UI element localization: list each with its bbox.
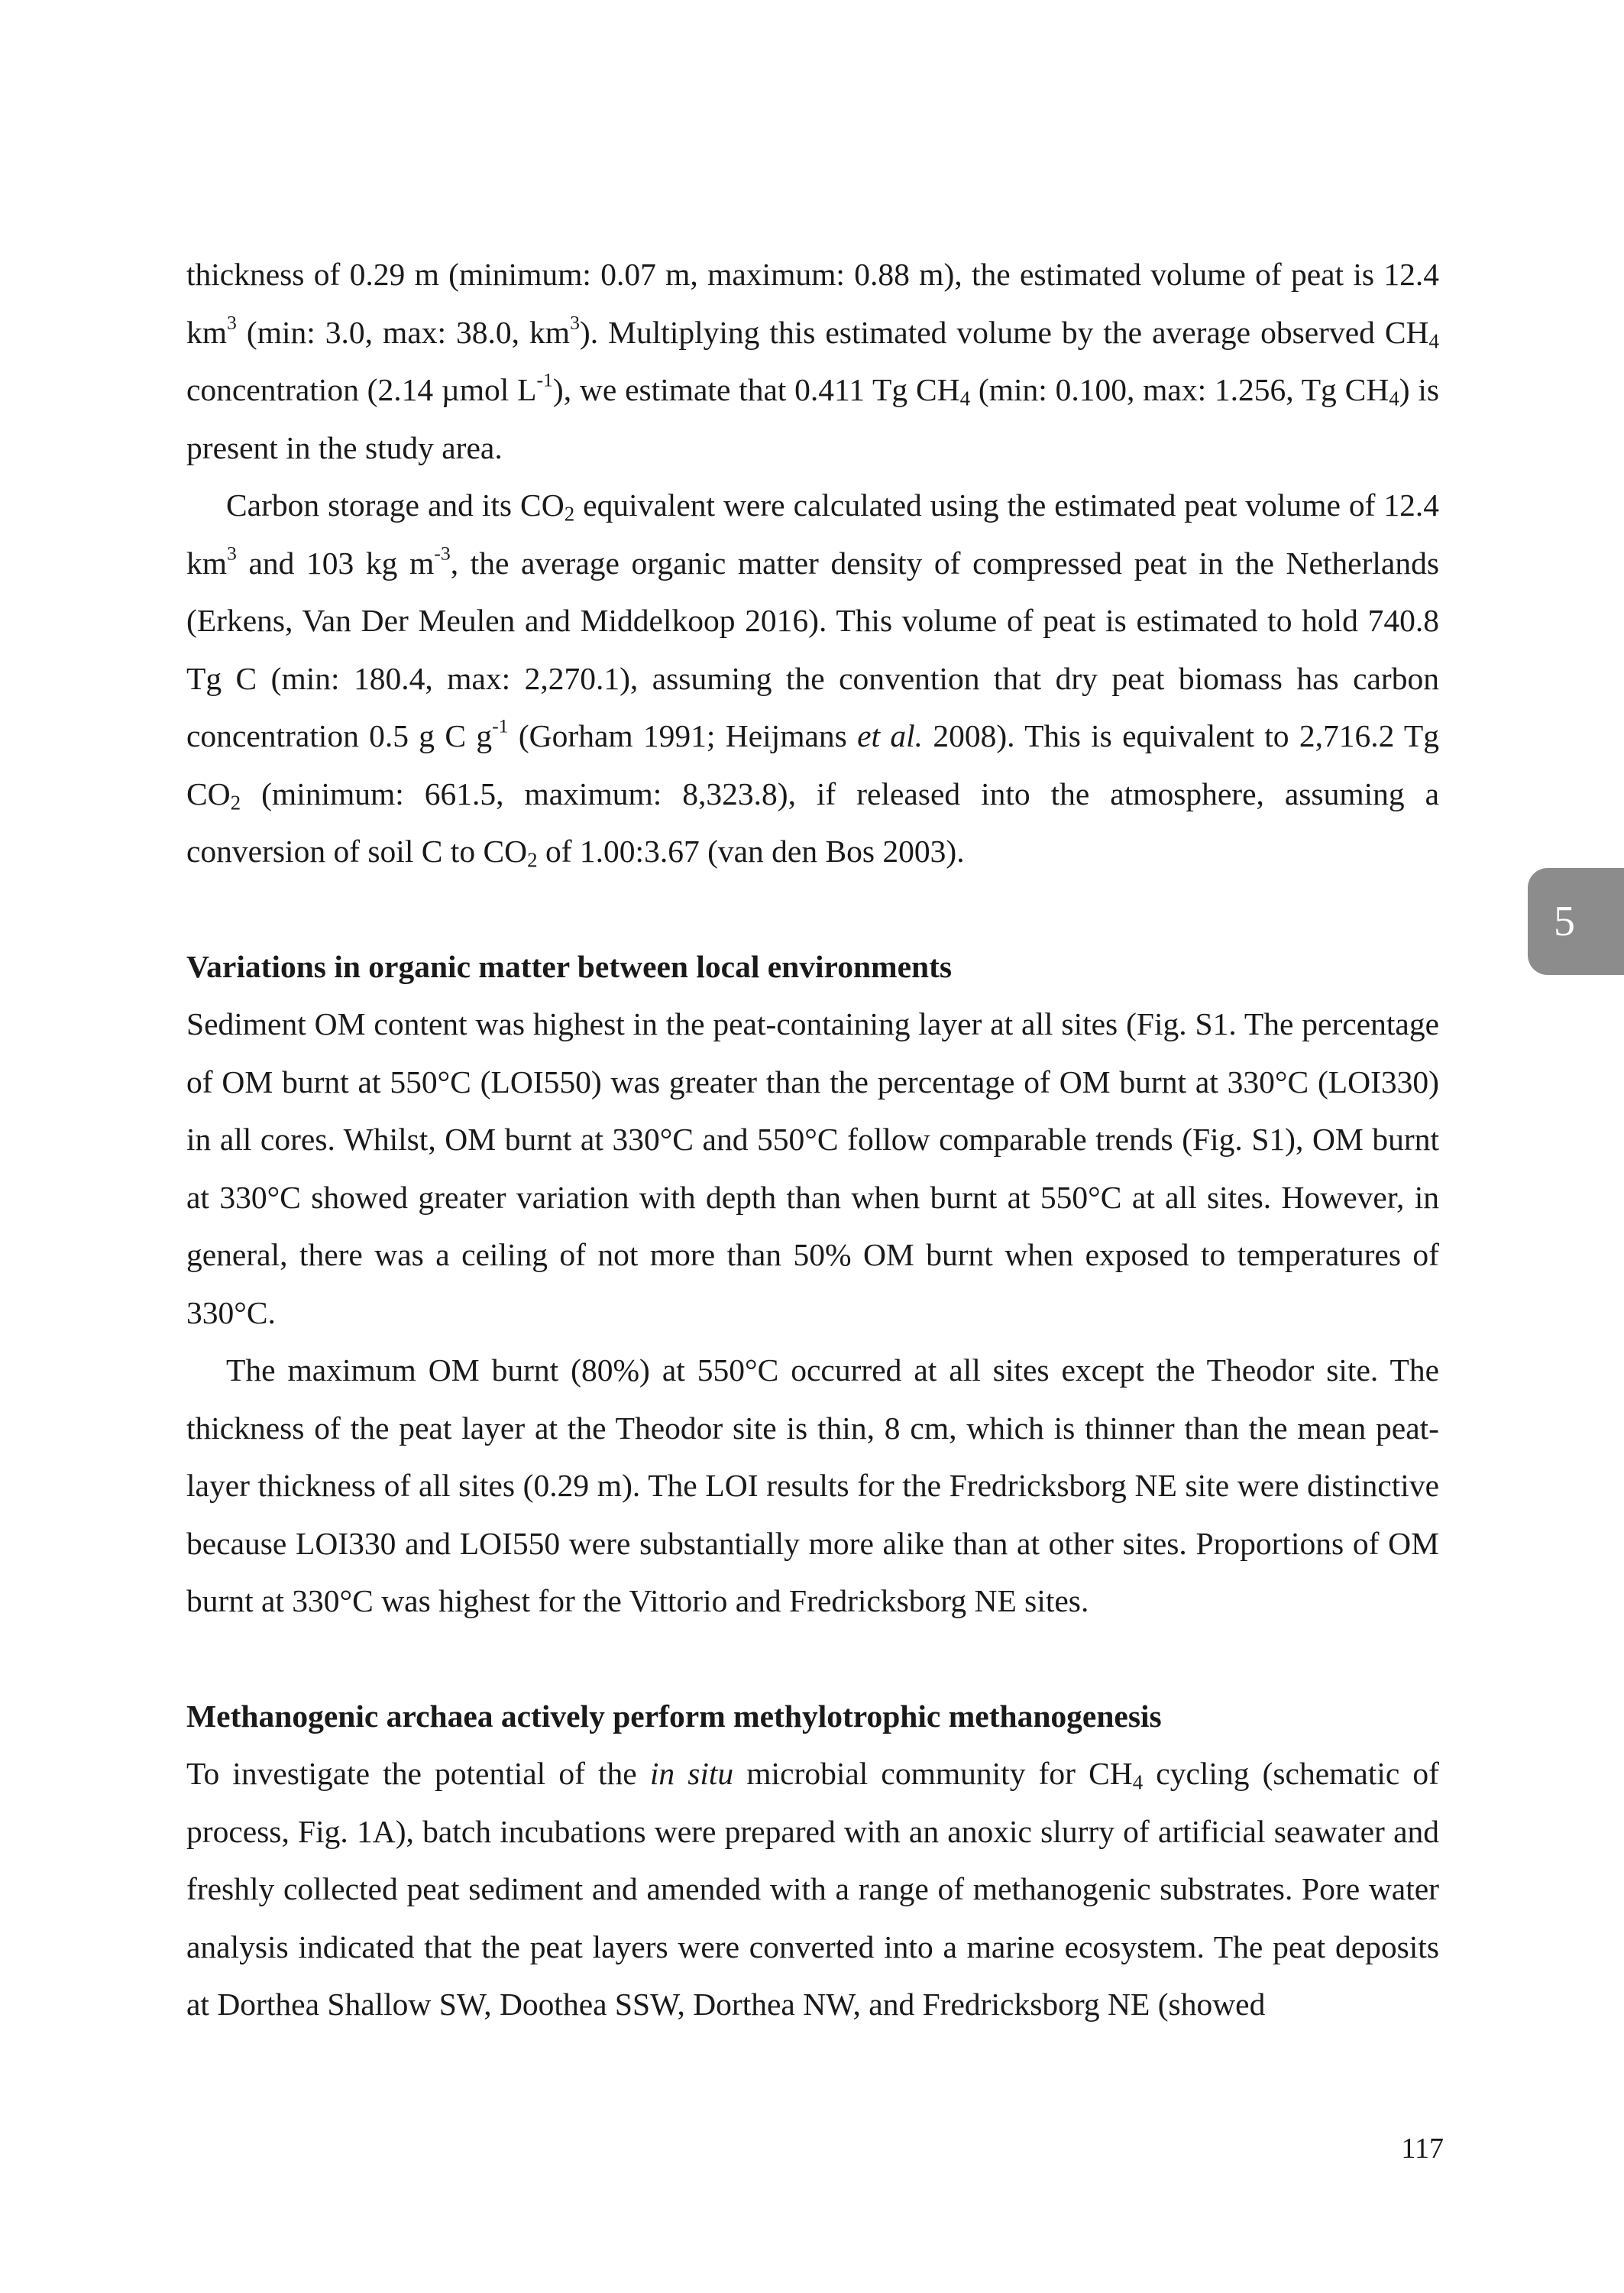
paragraph-peat-volume: thickness of 0.29 m (minimum: 0.07 m, maximum: 0.88 m), the estimated volume of peat is 12.4 $km^3$ (min: 3.0, max: 38.0, $km^3$). Multiplying this estimated volume by the average observed $CH_4$ concentration (2.14 µmol $L^{-1}$), we estimate that 0.411 Tg $CH_4$ (min: 0.100, max: 1.256, Tg $CH_4$) is present in the study area. — [186, 257, 1440, 465]
section-spacer — [186, 881, 1439, 938]
paragraph-carbon-storage: Carbon storage and its $CO_2$ equivalent were calculated using the estimated peat volume of 12.4 $km^3$ and 103 kg $m^{-3}$, the average organic matter density of compressed peat in the Netherlands (Erkens, Van Der Meulen and Middelkoop 2016). This volume of peat is estimated to hold 740.8 Tg C (min: 180.4, max: 2,270.1), assuming the convention that dry peat biomass has carbon concentration 0.5 g C $g^{-1}$ (Gorham 1991; Heijmans et al. 2008). This is equivalent to 2,716.2 Tg $CO_2$ (minimum: 661.5, maximum: 8,323.8), if released into the atmosphere, assuming a conversion of soil C to $CO_2$ of 1.00:3.67 (van den Bos 2003). — [186, 487, 1440, 872]
page-number: 117 — [1401, 2133, 1444, 2165]
paragraph-om-content: Sediment OM content was highest in the peat-containing layer at all sites (Fig. S1. The percentage of OM burnt at 550°C (LOI550) was greater than the percentage of OM burnt at 330°C (LOI330) in all cores. Whilst, OM burnt at 330°C and 550°C follow comparable trends (Fig. S1), OM burnt at 330°C showed greater variation with depth than when burnt at 550°C at all sites. However, in general, there was a ceiling of not more than 50% OM burnt when exposed to temperatures of 330°C. — [186, 1006, 1439, 1330]
section-heading-organic-matter: Variations in organic matter between local environments — [186, 948, 953, 984]
paragraph-incubations: To investigate the potential of the in situ microbial community for $CH_4$ cycling (schematic of process, Fig. 1A), batch incubations were prepared with an anoxic slurry of artificial seawater and freshly collected peat sediment and amended with a range of methanogenic substrates. Pore water analysis indicated that the peat layers were converted into a marine ecosystem. The peat deposits at Dorthea Shallow SW, Doothea SSW, Dorthea NW, and Fredricksborg NE (showed — [186, 1756, 1439, 2022]
chapter-tab: 5 — [1528, 868, 1624, 975]
section-heading-methanogenic-archaea: Methanogenic archaea actively perform methylotrophic methanogenesis — [186, 1698, 1162, 1734]
section-spacer — [186, 1631, 1439, 1688]
body-text — [186, 246, 1439, 2034]
paragraph-om-maximum: The maximum OM burnt (80%) at 550°C occurred at all sites except the Theodor site. The thickness of the peat layer at the Theodor site is thin, 8 cm, which is thinner than the mean peat-layer thickness of all sites (0.29 m). The LOI results for the Fredricksborg NE site were distinctive because LOI330 and LOI550 were substantially more alike than at other sites. Proportions of OM burnt at 330°C was highest for the Vittorio and Fredricksborg NE sites. — [186, 1352, 1439, 1618]
